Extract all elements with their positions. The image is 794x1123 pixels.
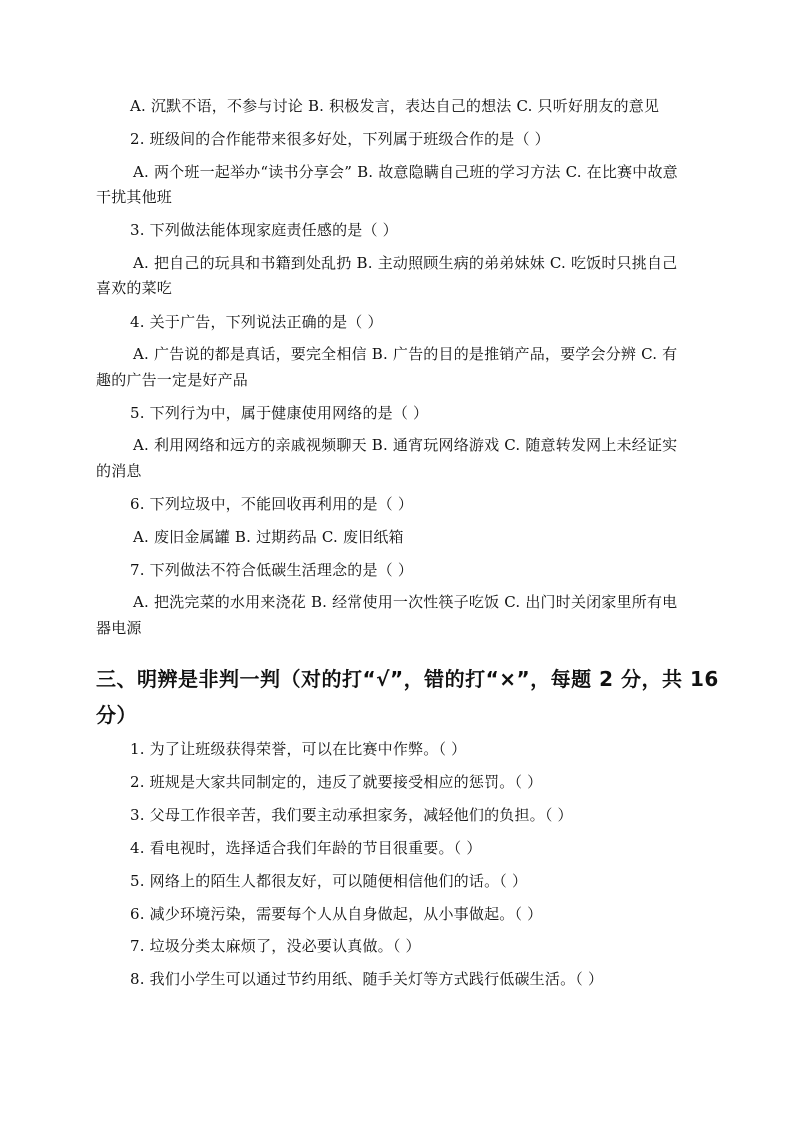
q7-options-line1: A. 把洗完菜的水用来浇花 B. 经常使用一次性筷子吃饭 C. 出门时关闭家里所有电 — [133, 593, 678, 611]
q7-stem: 7. 下列做法不符合低碳生活理念的是（ ） — [130, 561, 414, 579]
q5-stem: 5. 下列行为中，属于健康使用网络的是（ ） — [130, 404, 429, 422]
q5-options-line2: 的消息 — [96, 462, 142, 480]
judge-item-1: 1. 为了让班级获得荣誉，可以在比赛中作弊。（ ） — [130, 740, 467, 758]
q3-stem: 3. 下列做法能体现家庭责任感的是（ ） — [130, 221, 398, 239]
judge-item-2: 2. 班规是大家共同制定的，违反了就要接受相应的惩罚。（ ） — [130, 773, 543, 791]
q4-options-line2: 趣的广告一定是好产品 — [96, 371, 249, 389]
judge-item-8: 8. 我们小学生可以通过节约用纸、随手关灯等方式践行低碳生活。（ ） — [130, 970, 604, 988]
q6-stem: 6. 下列垃圾中，不能回收再利用的是（ ） — [130, 495, 414, 513]
judge-item-3: 3. 父母工作很辛苦，我们要主动承担家务，减轻他们的负担。（ ） — [130, 806, 573, 824]
q2-options-line2: 干扰其他班 — [96, 188, 173, 206]
q2-options-line1: A. 两个班一起举办“读书分享会” B. 故意隐瞒自己班的学习方法 C. 在比赛中故意 — [133, 163, 678, 181]
q7-options-line2: 器电源 — [96, 619, 142, 637]
section3-title-line2: 分） — [96, 703, 137, 727]
judge-item-4: 4. 看电视时，选择适合我们年龄的节目很重要。（ ） — [130, 839, 482, 857]
q3-options-line2: 喜欢的菜吃 — [96, 279, 173, 297]
q4-stem: 4. 关于广告，下列说法正确的是（ ） — [130, 313, 383, 331]
section3-title-line1: 三、明辨是非判一判（对的打“√”，错的打“×”，每题 2 分，共 16 — [96, 667, 719, 691]
q3-options-line1: A. 把自己的玩具和书籍到处乱扔 B. 主动照顾生病的弟弟妹妹 C. 吃饭时只挑自己 — [133, 254, 678, 272]
q1-options: A. 沉默不语，不参与讨论 B. 积极发言，表达自己的想法 C. 只听好朋友的意见 — [130, 97, 660, 115]
judge-item-5: 5. 网络上的陌生人都很友好，可以随便相信他们的话。（ ） — [130, 872, 528, 890]
judge-item-7: 7. 垃圾分类太麻烦了，没必要认真做。（ ） — [130, 937, 421, 955]
q5-options-line1: A. 利用网络和远方的亲戚视频聊天 B. 通宵玩网络游戏 C. 随意转发网上未经证实 — [133, 436, 678, 454]
q6-options-line1: A. 废旧金属罐 B. 过期药品 C. 废旧纸箱 — [133, 528, 404, 546]
q2-stem: 2. 班级间的合作能带来很多好处，下列属于班级合作的是（ ） — [130, 130, 550, 148]
judge-item-6: 6. 减少环境污染，需要每个人从自身做起，从小事做起。（ ） — [130, 905, 543, 923]
q4-options-line1: A. 广告说的都是真话，要完全相信 B. 广告的目的是推销产品，要学会分辨 C. 有 — [133, 345, 678, 363]
